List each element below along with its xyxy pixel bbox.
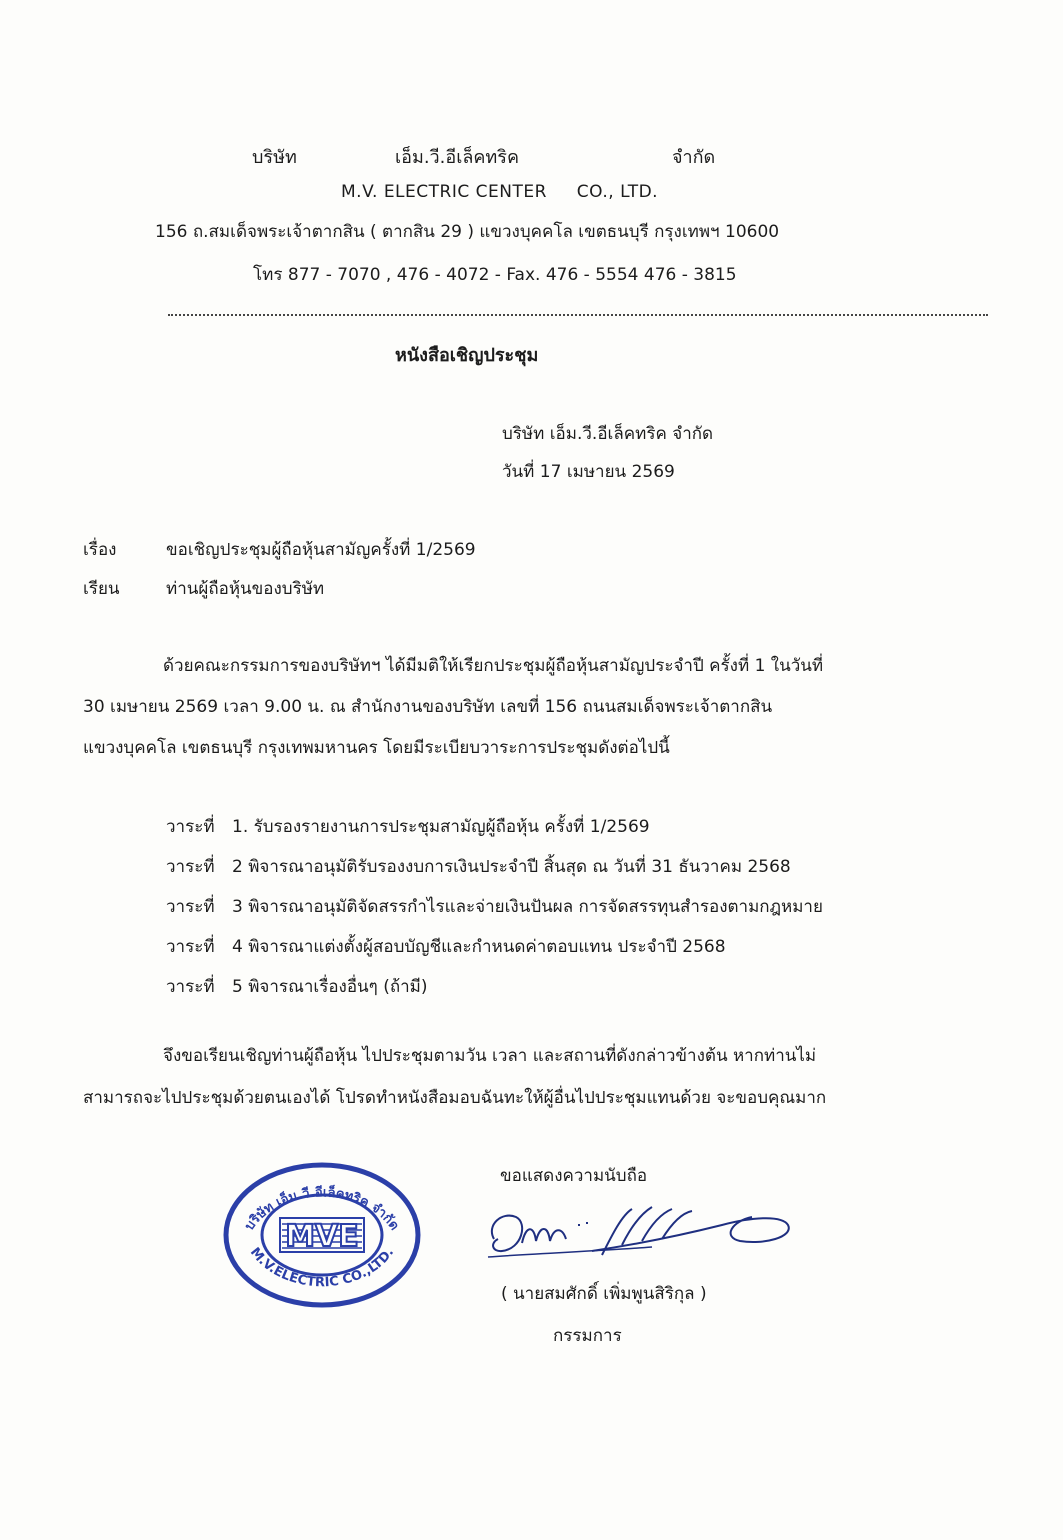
subject-label: เรื่อง [83,540,117,560]
agenda-list [166,807,823,1007]
english-company-line [341,182,658,202]
agenda-text: 4 พิจารณาแต่งตั้งผู้สอบบัญชีและกำหนดค่าตอบแทน ประจำปี 2568 [232,937,726,957]
sender-company: บริษัท เอ็ม.วี.อีเล็คทริค จำกัด [502,424,714,444]
agenda-label: วาระที่ [166,897,215,917]
agenda-text: 5 พิจารณาเรื่องอื่นๆ (ถ้ามี) [232,977,428,997]
agenda-text: 1. รับรองรายงานการประชุมสามัญผู้ถือหุ้น ครั้งที่ 1/2569 [232,817,650,837]
company-address: 156 ถ.สมเด็จพระเจ้าตากสิน ( ตากสิน 29 ) แขวงบุคคโล เขตธนบุรี กรุงเทพฯ 10600 [155,222,780,242]
letter-date: วันที่ 17 เมษายน 2569 [502,462,675,482]
body-line-2: 30 เมษายน 2569 เวลา 9.00 น. ณ สำนักงานของบริษัท เลขที่ 156 ถนนสมเด็จพระเจ้าตากสิน [83,697,773,717]
closing-salutation: ขอแสดงความนับถือ [500,1166,648,1186]
agenda-item [166,887,823,927]
closing-line-1: จึงขอเรียนเชิญท่านผู้ถือหุ้น ไปประชุมตามวัน เวลา และสถานที่ดังกล่าวข้างต้น หากท่านไม่ [163,1046,817,1066]
agenda-item [166,927,823,967]
agenda-label: วาระที่ [166,817,215,837]
agenda-label: วาระที่ [166,977,215,997]
seal-bottom-text: M.V.ELECTRIC CO.,LTD. [246,1245,398,1291]
company-seal [222,1160,422,1310]
seal-top-text: บริษัท เอ็ม.วี.อีเล็คทริค จำกัด [242,1185,402,1234]
signer-title: กรรมการ [553,1326,622,1346]
agenda-item [166,847,823,887]
english-name: M.V. ELECTRIC CENTER [341,182,547,202]
english-suffix: CO., LTD. [576,182,659,202]
seal-monogram [280,1218,364,1254]
company-suffix: จำกัด [672,147,716,168]
agenda-text: 3 พิจารณาอนุมัติจัดสรรกำไรและจ่ายเงินปันผล การจัดสรรทุนสำรองตามกฎหมาย [232,897,823,917]
agenda-text: 2 พิจารณาอนุมัติรับรองงบการเงินประจำปี สิ้นสุด ณ วันที่ 31 ธันวาคม 2568 [232,857,791,877]
closing-line-2: สามารถจะไปประชุมด้วยตนเองได้ โปรดทำหนังสือมอบฉันทะให้ผู้อื่นไปประชุมแทนด้วย จะขอบคุณมาก [83,1088,827,1108]
to-text: ท่านผู้ถือหุ้นของบริษัท [166,579,325,599]
to-label: เรียน [83,579,120,599]
agenda-label: วาระที่ [166,937,215,957]
agenda-item [166,967,823,1007]
document-title: หนังสือเชิญประชุม [395,345,539,366]
letterhead-divider [168,314,988,316]
signer-name: ( นายสมศักดิ์ เพิ่มพูนสิริกุล ) [501,1284,707,1304]
agenda-item [166,807,823,847]
body-line-1: ด้วยคณะกรรมการของบริษัทฯ ได้มีมติให้เรียกประชุมผู้ถือหุ้นสามัญประจำปี ครั้งที่ 1 ในวันที่ [163,656,824,676]
subject-text: ขอเชิญประชุมผู้ถือหุ้นสามัญครั้งที่ 1/2569 [166,540,476,560]
handwritten-signature [482,1195,802,1275]
body-line-3: แขวงบุคคโล เขตธนบุรี กรุงเทพมหานคร โดยมีระเบียบวาระการประชุมดังต่อไปนี้ [83,738,670,758]
seal-monogram-letters: MVE [285,1219,359,1254]
company-prefix: บริษัท [252,147,297,168]
company-phone: โทร 877 - 7070 , 476 - 4072 - Fax. 476 - 5554 476 - 3815 [253,265,737,285]
company-name: เอ็ม.วี.อีเล็คทริค [395,147,519,168]
agenda-label: วาระที่ [166,857,215,877]
